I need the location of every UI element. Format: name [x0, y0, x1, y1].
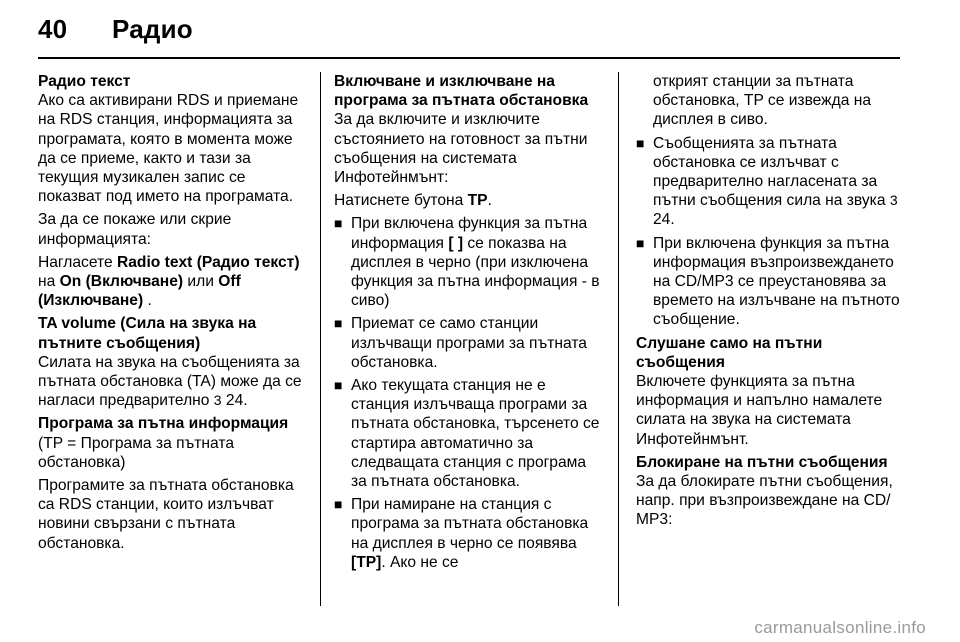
text: открият станции за пътната обстановка, TP се извежда на дисплея в сиво.: [653, 73, 872, 129]
setting-off: Off (Изключване): [38, 273, 241, 310]
list-item: [334, 376, 606, 491]
bullet-icon: ■: [636, 234, 645, 251]
section-heading-block-traffic: Блокиране на пътни съобщения: [636, 453, 888, 471]
paragraph: За да се покаже или скрие информацията:: [38, 211, 232, 248]
list-item: [334, 314, 606, 372]
text: Приемат се само станции излъчващи програми за пътната обстановка.: [351, 315, 587, 371]
column-3: [636, 72, 908, 534]
display-symbol: [ ]: [448, 234, 464, 252]
paragraph: [38, 353, 310, 411]
text: При включена функция за пътна информация възпроизвеждането на CD/MP3 се преустановява за времето на излъчване на пътното съобщение.: [653, 234, 900, 329]
paragraph: (TP = Програма за пътната обстановка): [38, 434, 234, 471]
list-item: [334, 214, 606, 310]
bullet-icon: ■: [334, 315, 343, 332]
section-heading-traffic-only: Слушане само на пътни съобщения: [636, 334, 823, 371]
paragraph: [334, 191, 606, 210]
tp-button-label: TP: [467, 192, 488, 210]
watermark: carmanualsonline.info: [754, 618, 926, 637]
paragraph: За да блокирате пътни съобщения, напр. при възпроизвеждане на CD/ MP3:: [636, 473, 893, 529]
text: Нагласете: [38, 253, 117, 271]
page-title: Радио: [112, 14, 193, 44]
list-item: [636, 234, 908, 330]
bullet-icon: ■: [334, 377, 343, 394]
list-item-continued: [636, 72, 908, 130]
page-number: 40: [38, 14, 68, 44]
bullet-list-continued: [636, 72, 908, 330]
text: Натиснете бутона: [334, 192, 468, 210]
header-rule: [38, 57, 900, 59]
text: . Ако не се: [381, 553, 459, 571]
page-ref-icon: 3: [889, 192, 898, 209]
paragraph: Програмите за пътната обстановка са RDS станции, които излъчват новини свързани с пътната обстановка.: [38, 477, 294, 552]
bullet-icon: ■: [636, 134, 645, 151]
text: се показва на дисплея в черно (при изключена функция за пътна информация - в сиво): [351, 234, 600, 310]
paragraph-setting: [38, 253, 310, 311]
section-heading-ta-volume: TA volume (Сила на звука на пътните съобщения): [38, 315, 257, 352]
text: Съобщенията за пътната обстановка се излъчват с предварително нагласената за пътни съобщения сила на звука: [653, 134, 890, 210]
text: При намиране на станция с програма за пътната обстановка на дисплея в черно се появява: [351, 496, 589, 552]
bullet-icon: ■: [334, 496, 343, 513]
text: При включена функция за пътна информация: [351, 215, 588, 252]
paragraph: Включете функцията за пътна информация и напълно намалете силата на звука на системата Инфотейнмънт.: [636, 373, 883, 448]
list-item: [636, 134, 908, 230]
text: на: [38, 273, 60, 291]
column-divider-1: [320, 72, 321, 606]
display-symbol: [TP]: [351, 553, 382, 571]
text: или: [183, 273, 219, 291]
section-heading-tp: Програма за пътна информация: [38, 415, 289, 433]
list-item: [334, 495, 606, 572]
section-heading-radio-text: Радио текст: [38, 73, 131, 90]
text: Силата на звука на съобщенията за пътната обстановка (TA) може да се нагласи предварително: [38, 353, 302, 410]
page-header: [38, 14, 193, 45]
setting-radio-text: Radio text (Радио текст): [116, 253, 300, 271]
column-1: [38, 72, 310, 557]
text: .: [487, 192, 492, 210]
text: .: [143, 292, 152, 310]
paragraph: Ако са активирани RDS и приемане на RDS станция, информацията за програмата, която в момента може да се приеме, както и тази за текущия музикален запис се показват под името на програмата.: [38, 92, 299, 206]
paragraph: За да включите и изключите състоянието на готовност за пътни съобщения на системата Инфотейнмънт:: [334, 111, 588, 187]
column-divider-2: [618, 72, 619, 606]
bullet-list: [334, 214, 606, 572]
page-ref-icon: 3: [213, 392, 222, 409]
setting-on: On (Включване): [59, 273, 184, 291]
text: Ако текущата станция не е станция излъчваща програми за пътната обстановка, търсенето се стартира автоматично за следващата станция с програма за пътната обстановка.: [351, 377, 600, 491]
page-ref: 24.: [653, 211, 675, 229]
column-2: [334, 72, 606, 576]
page-ref: 24.: [221, 392, 248, 410]
bullet-icon: ■: [334, 215, 343, 232]
section-heading-tp-on-off: Включване и изключване на програма за пътната обстановка: [334, 73, 589, 110]
